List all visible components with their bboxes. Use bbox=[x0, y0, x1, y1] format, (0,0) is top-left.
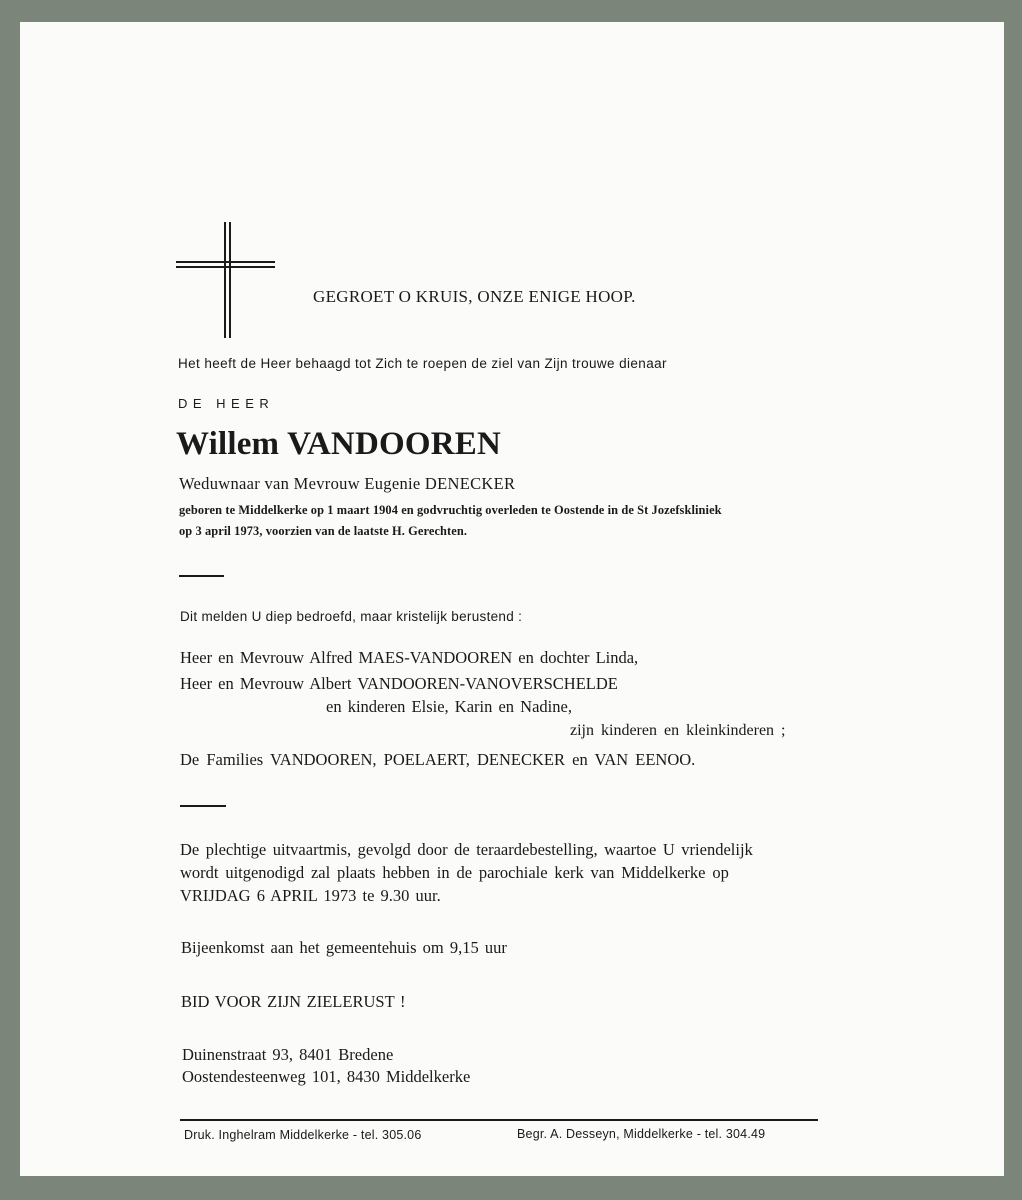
funeral-text: De plechtige uitvaartmis, gevolgd door de teraardebestelling, waartoe U vriendelijk bbox=[180, 840, 753, 859]
address-line: Oostendesteenweg 101, 8430 Middelkerke bbox=[182, 1067, 471, 1086]
divider bbox=[180, 805, 226, 807]
mourner-line: Heer en Mevrouw Albert VANDOOREN-VANOVERSCHELDE bbox=[180, 674, 618, 693]
mourner-line: zijn kinderen en kleinkinderen ; bbox=[570, 722, 786, 739]
cross-vertical-bar bbox=[229, 222, 231, 338]
mourning-card bbox=[20, 22, 1004, 1176]
cross-horizontal-bar bbox=[176, 266, 275, 268]
honorific: DE HEER bbox=[178, 396, 275, 411]
cross-horizontal-bar bbox=[176, 261, 275, 263]
birth-death-line: geboren te Middelkerke op 1 maart 1904 en godvruchtig overleden te Oostende in de St Jozefskliniek bbox=[179, 503, 722, 517]
gathering-text: Bijeenkomst aan het gemeentehuis om 9,15 uur bbox=[181, 938, 507, 957]
cross-vertical-bar bbox=[224, 222, 226, 338]
mourner-families: De Families VANDOOREN, POELAERT, DENECKER en VAN EENOO. bbox=[180, 750, 696, 769]
widower-line: Weduwnaar van Mevrouw Eugenie DENECKER bbox=[179, 474, 516, 493]
prayer-text: BID VOOR ZIJN ZIELERUST ! bbox=[181, 992, 406, 1011]
divider bbox=[179, 575, 224, 577]
printer-credit: Druk. Inghelram Middelkerke - tel. 305.06 bbox=[184, 1128, 422, 1142]
mourner-line: en kinderen Elsie, Karin en Nadine, bbox=[326, 697, 572, 716]
footer-rule bbox=[180, 1119, 818, 1121]
birth-death-line: op 3 april 1973, voorzien van de laatste H. Gerechten. bbox=[179, 524, 468, 538]
mourners-intro: Dit melden U diep bedroefd, maar kristelijk berustend : bbox=[180, 609, 523, 624]
undertaker-credit: Begr. A. Desseyn, Middelkerke - tel. 304.49 bbox=[517, 1127, 766, 1141]
deceased-name: Willem VANDOOREN bbox=[176, 426, 501, 462]
mourner-line: Heer en Mevrouw Alfred MAES-VANDOOREN en dochter Linda, bbox=[180, 648, 639, 667]
address-line: Duinenstraat 93, 8401 Bredene bbox=[182, 1045, 394, 1064]
funeral-date: VRIJDAG 6 APRIL 1973 te 9.30 uur. bbox=[180, 886, 441, 905]
funeral-text: wordt uitgenodigd zal plaats hebben in de parochiale kerk van Middelkerke op bbox=[180, 863, 729, 882]
motto: GEGROET O KRUIS, ONZE ENIGE HOOP. bbox=[313, 287, 636, 306]
intro-text: Het heeft de Heer behaagd tot Zich te roepen de ziel van Zijn trouwe dienaar bbox=[178, 356, 667, 371]
